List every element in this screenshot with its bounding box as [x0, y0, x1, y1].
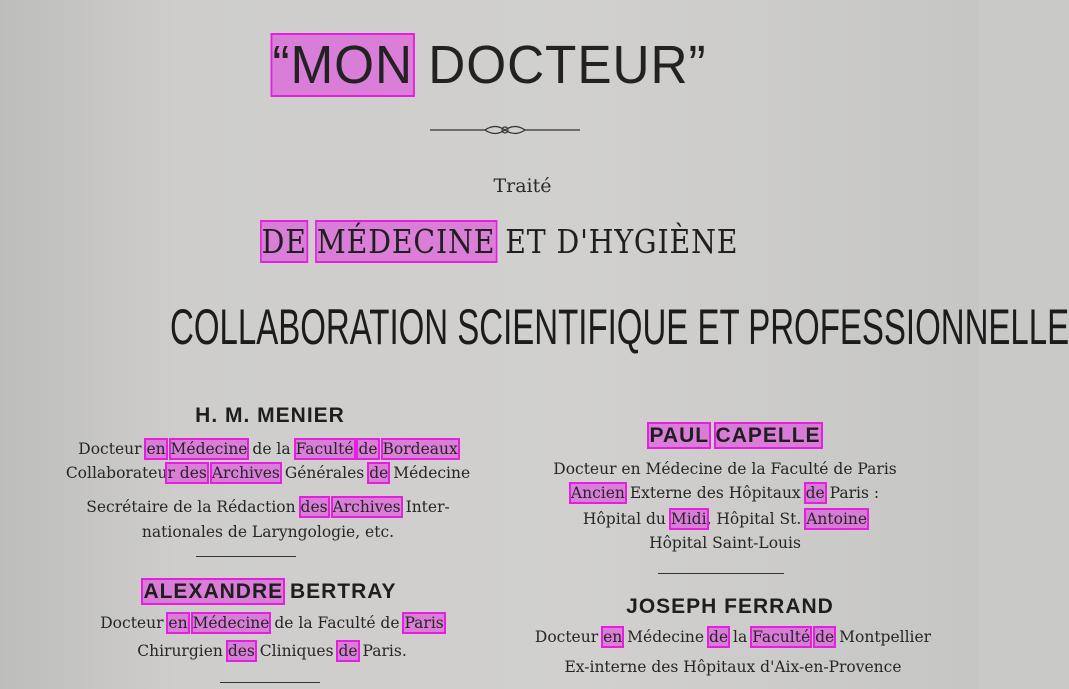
- author-name-capelle: [520, 424, 950, 448]
- hl-r-des: r des: [167, 464, 207, 482]
- text: Docteur: [534, 628, 604, 646]
- hl-ancien: Ancien: [570, 484, 625, 502]
- hl-medecine: Médecine: [170, 440, 248, 458]
- title-word-mon: MON: [290, 35, 414, 95]
- text: Docteur: [100, 614, 169, 632]
- text: la: [728, 628, 753, 646]
- text: Externe des Hôpitaux: [624, 484, 806, 502]
- author-name-bertray: [40, 580, 500, 604]
- hl-de: de: [338, 642, 358, 660]
- text: Paris.: [357, 642, 407, 660]
- text: Hôpital du: [582, 510, 671, 528]
- text: de la Faculté de: [269, 614, 405, 632]
- hl-alexandre: ALEXANDRE: [143, 580, 284, 603]
- text: Inter-: [400, 498, 450, 516]
- hl-bordeaux: Bordeaux: [382, 440, 458, 458]
- hl-archives: Archives: [211, 464, 280, 482]
- heading2-rest: ET D'HYGIÈNE: [495, 222, 739, 261]
- divider: [658, 573, 784, 574]
- author-name-menier: H. M. MENIER: [195, 404, 345, 427]
- text: Cliniques: [254, 642, 339, 660]
- text: , Hôpital St.: [706, 510, 807, 528]
- author-name-ferrand: JOSEPH FERRAND: [626, 595, 834, 618]
- text: Paris :: [824, 484, 880, 502]
- hl-archives: Archives: [332, 498, 401, 516]
- menier-line-1: [48, 438, 488, 460]
- hl-antoine: Antoine: [806, 510, 868, 528]
- hl-des: des: [300, 498, 328, 516]
- hl-en: en: [146, 440, 166, 458]
- hl-des: des: [227, 642, 255, 660]
- capelle-line-3: [505, 508, 945, 530]
- text: [328, 498, 333, 516]
- text: [166, 440, 171, 458]
- text: Docteur: [78, 440, 147, 458]
- text: Montpellier: [834, 628, 932, 646]
- hl-faculte: Faculté: [752, 628, 811, 646]
- text: Médecine: [622, 628, 710, 646]
- hl-faculte: Faculté: [295, 440, 354, 458]
- hl-de: de: [815, 628, 835, 646]
- text: Collaborateu: [65, 464, 168, 482]
- word-medecine: MÉDECINE: [316, 222, 496, 261]
- ferrand-line-1: [498, 626, 968, 648]
- subtitle: Traité: [493, 175, 552, 197]
- main-title: [24, 34, 954, 96]
- ornament-divider-icon: [430, 120, 580, 140]
- open-quote: “: [272, 35, 291, 95]
- title-highlight: [272, 35, 413, 95]
- title-rest: DOCTEUR”: [413, 35, 707, 95]
- menier-line-3: [48, 496, 488, 518]
- hl-midi: Midi: [670, 510, 707, 528]
- menier-line-2: [48, 462, 488, 484]
- text: [188, 614, 193, 632]
- divider: [196, 556, 296, 557]
- hl-en: en: [603, 628, 623, 646]
- hl-de: de: [709, 628, 729, 646]
- hl-de: de: [805, 484, 825, 502]
- text: Générales: [279, 464, 370, 482]
- text: Secrétaire de la Rédaction: [86, 498, 301, 516]
- ferrand-line-2: Ex-interne des Hôpitaux d'Aix-en-Provence: [564, 658, 902, 676]
- text: de la: [247, 440, 296, 458]
- hl-medecine: Médecine: [192, 614, 270, 632]
- heading-collaboration: COLLABORATION SCIENTIFIQUE ET PROFESSIONNELLE: [170, 299, 1069, 355]
- bertray-line-2: [42, 640, 502, 662]
- capelle-line-2: [505, 482, 945, 504]
- heading-medecine-hygiene: [70, 222, 930, 261]
- hl-en: en: [168, 614, 188, 632]
- hl-paul: PAUL: [649, 424, 709, 447]
- text: [378, 440, 383, 458]
- menier-line-4: nationales de Laryngologie, etc.: [141, 523, 395, 541]
- text: Médecine: [388, 464, 471, 482]
- word-de: DE: [261, 222, 307, 261]
- divider: [220, 682, 320, 683]
- hl-de: de: [369, 464, 389, 482]
- hl-de: de: [358, 440, 378, 458]
- text: Chirurgien: [137, 642, 228, 660]
- bertray-line-1: [42, 612, 502, 634]
- hl-paris: Paris: [404, 614, 444, 632]
- hl-capelle: CAPELLE: [715, 424, 821, 447]
- capelle-line-1: Docteur en Médecine de la Faculté de Paris: [553, 460, 897, 478]
- capelle-line-4: Hôpital Saint-Louis: [649, 534, 801, 552]
- text: BERTRAY: [283, 580, 397, 603]
